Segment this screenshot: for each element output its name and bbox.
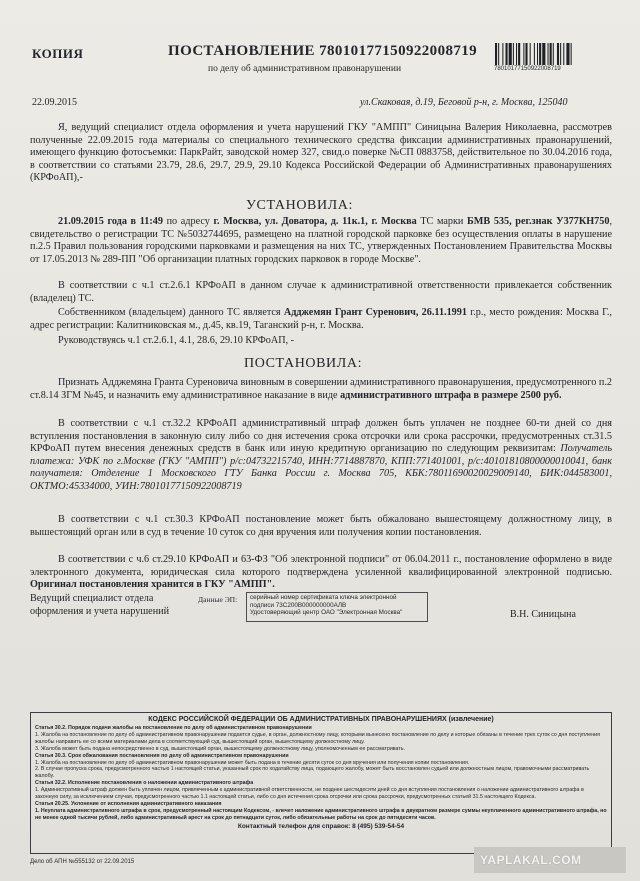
stamp-line-1: серийный номер сертификата ключа электронной [250,594,397,601]
document-subtitle: по делу об административном правонарушении [208,64,402,74]
text-fragment: г.р., место рождения: Москва Г., адрес регистрации: Калитниковская м., д.45, кв.19, Таганский р-н, г. Москва. [30,307,612,331]
resolved-paragraph-1 [30,377,612,402]
signer-position-line-2: оформления и учета нарушений [30,605,170,617]
established-paragraph-2: В соответствии с ч.1 ст.2.6.1 КРФоАП в данном случае к административной ответственности привлекается собственник (владелец) ТС. [30,280,612,304]
payment-requisites: Получатель платежа: УФК по г.Москве (ГКУ "АМПП") р/с:04732215740, ИНН:7714887870, КПП:771401001, р/с:40101810800000010041, банк получателя: Отделение 1 Московского ГТУ Банка России г. Москва 705, КБК:78011690020029009140, БИК:044583001, ОКТМО:45334000, УИН:78010177150922008719 [30,443,612,492]
article-text: 3. Жалоба может быть подана непосредственно в суд, вышестоящий орган, вышестоящему должностному лицу, уполномоченным ее рассматривать. [35,745,406,752]
text-fragment: по адресу [162,216,214,227]
signer-name: В.Н. Синицына [510,609,576,620]
site-watermark [474,847,626,873]
document-address: ул.Скаковая, д.19, Беговой р-н, г. Москва, 125040 [360,97,568,108]
copy-label: КОПИЯ [32,46,84,61]
article-text: 1. Жалоба на постановление по делу об административном правонарушении подается судье, в орган, должностному лицу, которыми вынесено постановление по делу и которые обязаны в течение трех суток со дня поступления жалобы направить ее со всеми материалами дела в соответствующий суд, вышестоящий орган, вышестоящему должностному лицу. [35,731,600,745]
resolved-paragraph-3: В соответствии с ч.1 ст.30.3 КРФоАП постановление может быть обжаловано вышестоящему должностному лицу, в вышестоящий орган или в суд в течение 10 суток со дня вручения или получения копии постановления. [30,514,612,538]
case-footnote: Дело об АПН №555132 от 22.09.2015 [30,859,135,865]
text-fragment: Собственником (владельцем) данного ТС является [58,307,284,318]
resolved-paragraph-2 [30,418,612,494]
resolved-paragraph-4 [30,554,612,592]
contact-phone: Контактный телефон для справок: 8 (495) 539-54-54 [237,822,405,830]
article-text: 1. Неуплата административного штрафа в срок, предусмотренный настоящим Кодексом, - влечет наложение административного штрафа в двукратном размере суммы неуплаченного административного штрафа, но не менее одной тысячи рублей, либо административный арест на срок до пятнадцати суток, либо обязательные работы на срок до пятидесяти часов. [35,807,607,821]
offense-address: г. Москва, ул. Доватора, д. 11к.1, г. Москва [213,216,417,227]
article-text: 1. Административный штраф должен быть уплачен лицом, привлеченным к административной ответственности, не позднее шестидесяти дней со дня вступления постановления о наложении административного штрафа в законную силу, за исключением случая, предусмотренного частью 1.1 настоящей статьи, либо со дня истечения срока отсрочки или срока рассрочки, предусмотренных статьей 31.5 настоящего Кодекса. [35,787,584,801]
owner-name: Адджемян Грант Суренович, 26.11.1991 [283,307,467,318]
article-heading: Статья 20.25. Уклонение от исполнения административного наказания [35,800,222,807]
text-fragment: ТС марки [416,216,468,227]
article-text: 2. В случае пропуска срока, предусмотренного частью 1 настоящей статьи, указанный срок по ходатайству лица, подающего жалобу, может быть восстановлен судьей или должностным лицом, правомочными рассматривать жалобу. [35,766,590,780]
section-heading-established: УСТАНОВИЛА: [246,198,353,213]
text-fragment: , свидетельство о регистрации ТС №5032744695, размещено на платной городской парковке без осуществления оплаты в нарушение п.2.5 Правил пользования городскими парковками и размещения на них ТС, утвержденных Постановлением Правительства Москвы от 17.05.2013 № 289-ПП "Об организации платных городских парковок в городе Москве". [30,216,612,265]
article-text: 1. Жалоба на постановление по делу об административном правонарушении может быть подана в течение десяти суток со дня вручения или получения копии постановления. [35,759,470,766]
stamp-line-2: подписи 73С200В000000000АЛВ [250,601,347,609]
article-heading: Статья 32.2. Исполнение постановления о наложении административного штрафа [35,780,254,787]
established-paragraph-4: Руководствуясь ч.1 ст.2.6.1, 4.1, 28.6, 29.10 КРФоАП, - [58,335,295,346]
offense-time: 11:49 [139,216,163,227]
stamp-label: Данные ЭП: [198,595,238,604]
document-title: ПОСТАНОВЛЕНИЕ 78010177150922008719 [168,43,478,59]
established-paragraph-3 [30,307,612,332]
electronic-signature-stamp [198,592,428,622]
barcode-number: 78010177150922008719 [494,66,561,72]
established-paragraph-1 [30,216,612,266]
barcode-icon [494,43,612,65]
signer-position [30,593,169,618]
stamp-box [246,592,428,622]
barcode [494,43,612,72]
article-heading: Статья 30.3. Срок обжалования постановления по делу об административном правонарушении [35,752,289,759]
original-storage-note: Оригинал постановления хранится в ГКУ "АМПП". [30,579,275,591]
vehicle-info: БМВ 535, рег.знак У377КН750 [467,216,610,227]
text-fragment: В соответствии с ч.1 ст.32.2 КРФоАП административный штраф должен быть уплачен не позднее 60-ти дней со дня вступления постановления в законную силу либо со дня истечения срока отсрочки или срока рассрочки, предусмотренных ст.31.5 КРФоАП путем внесения денежных средств в банк или иную кредитную организацию по следующим реквизитам: [30,418,612,455]
code-extract-title: КОДЕКС РОССИЙСКОЙ ФЕДЕРАЦИИ ОБ АДМИНИСТРАТИВНЫХ ПРАВОНАРУШЕНИЯХ (извлечение) [148,716,494,723]
watermark-text: YAPLAKAL.COM [480,853,582,867]
text-fragment: В соответствии с ч.6 ст.29.10 КРФоАП и 63-ФЗ "Об электронной подписи" от 06.04.2011 г., постановление оформлено в виде электронного документа, юридическая сила которого подтверждена усиленной квалифицированной электронной подписью. [30,554,612,578]
stamp-line-3: Удостоверяющий центр ОАО "Электронная Москва" [250,609,403,617]
section-heading-resolved: ПОСТАНОВИЛА: [244,356,363,371]
text-fragment: Признать Адджемяна Гранта Суреновича виновным в совершении административного правонарушения, предусмотренного п.2 ст.8.14 ЗГМ №45, и назначить ему административное наказание в виде [30,377,612,401]
signer-position-line-1: Ведущий специалист отдела [30,593,154,604]
offense-date-suffix: года в [103,216,140,227]
article-heading: Статья 30.2. Порядок подачи жалобы на постановление по делу об административном правонарушении [35,725,312,731]
offense-date: 21.09.2015 [58,216,104,227]
document-date: 22.09.2015 [32,97,77,108]
fine-amount: административного штрафа в размере 2500 руб. [340,389,562,401]
code-extract-box [30,712,612,854]
intro-paragraph: Я, ведущий специалист отдела оформления и учета нарушений ГКУ "АМПП" Синицына Валерия Николаевна, рассмотрев полученные 22.09.2015 года материалы со специального технического средства фиксации административных правонарушений, имеющего функцию фотосъемки: ПаркРайт, заводской номер 327, свид.о поверке №СП 0883758, действительное по 30.04.2016 года, в соответствии со статьями 23.79, 28.6, 29.7, 29.9, 29.10 Кодекса Российской Федерации об Административных правонарушениях (КРФоАП),- [30,122,612,184]
